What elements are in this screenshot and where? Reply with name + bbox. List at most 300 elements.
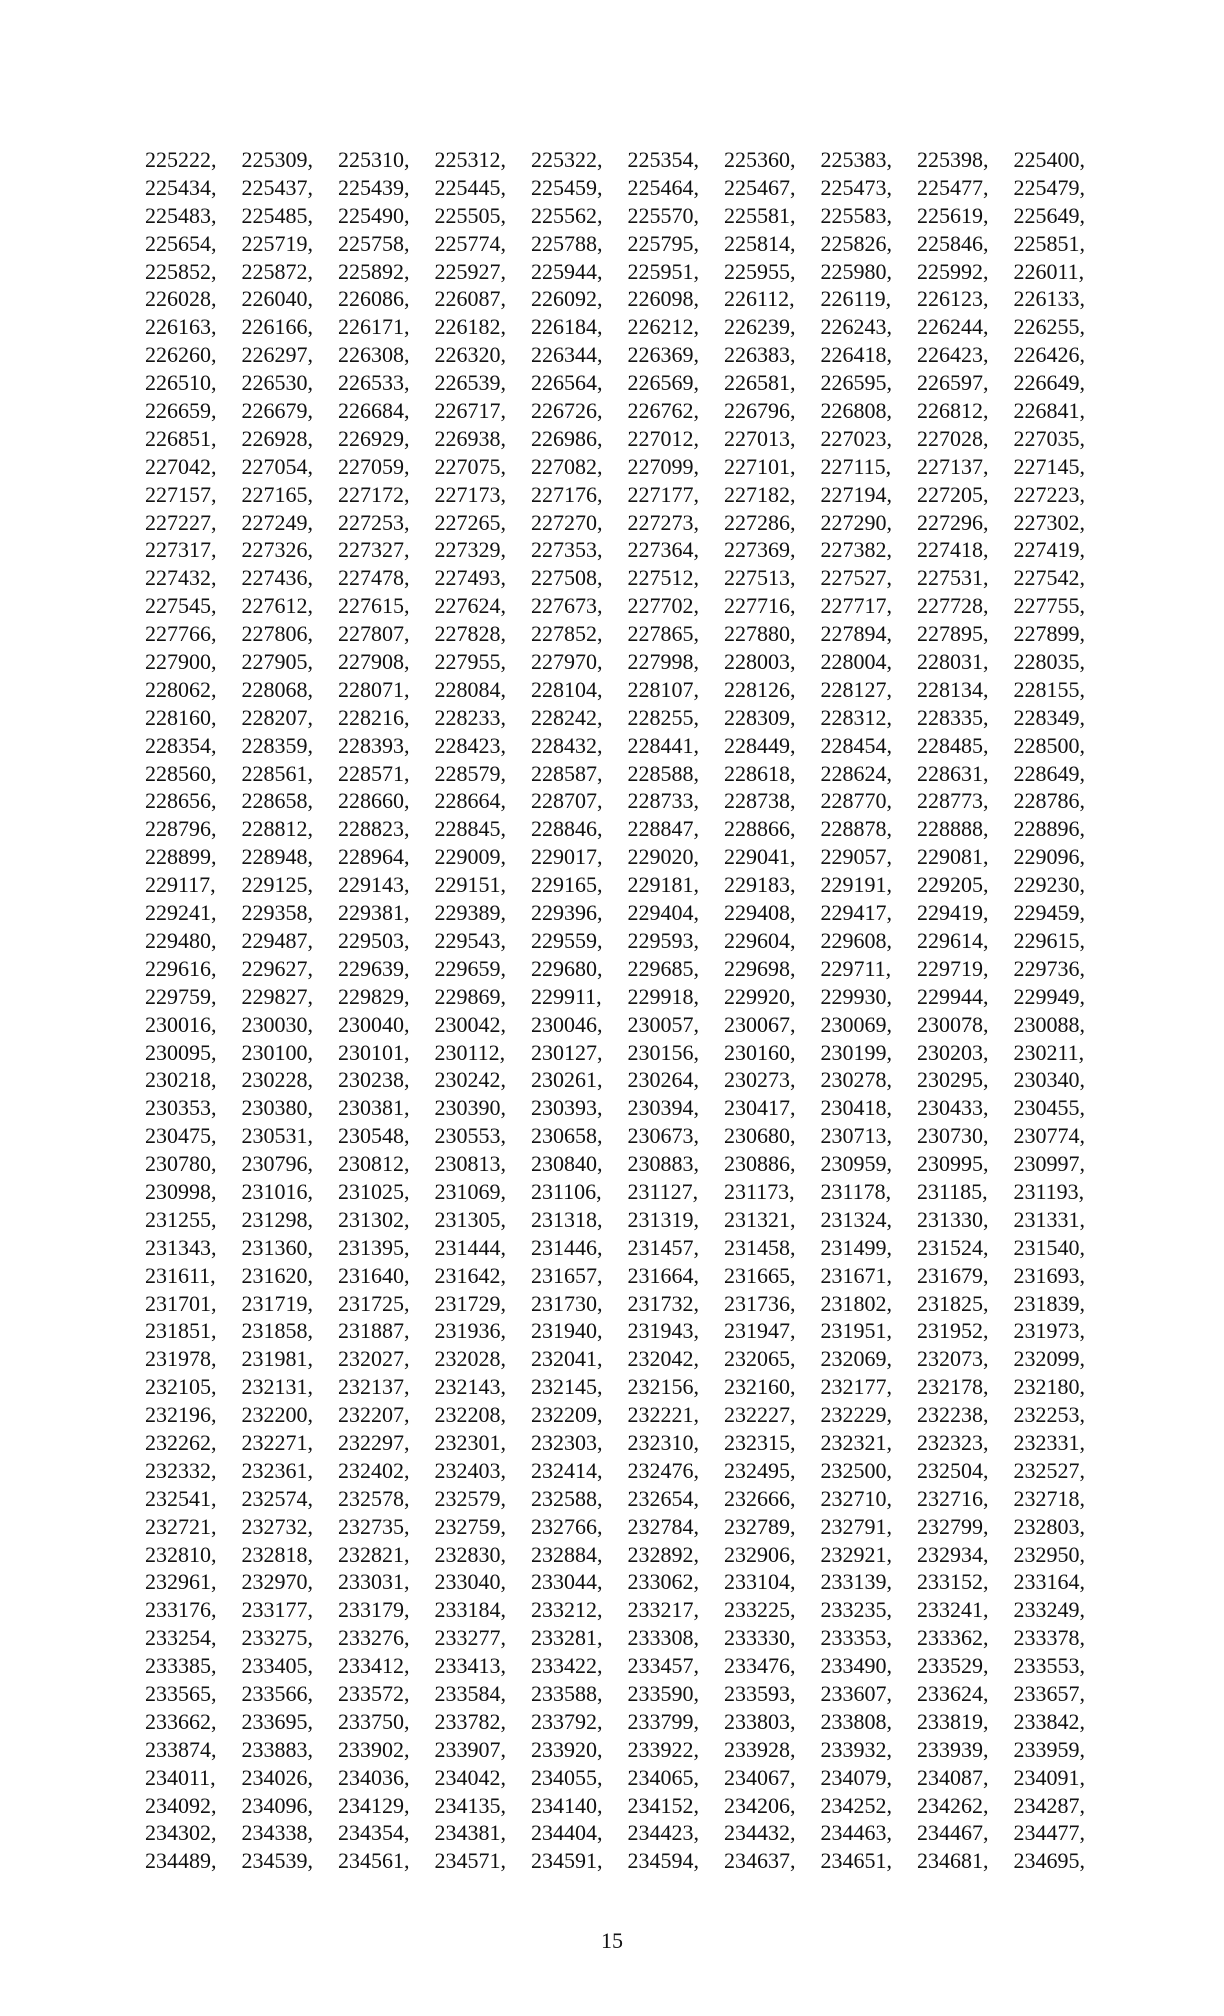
number-entry: 226929, xyxy=(338,425,410,451)
number-entry: 232207, xyxy=(338,1402,410,1428)
number-entry: 230433, xyxy=(917,1095,989,1121)
number-entry: 232710, xyxy=(820,1485,892,1511)
number-entry: 232527, xyxy=(1013,1457,1085,1483)
number-entry: 230203, xyxy=(917,1039,989,1065)
number-entry: 225872, xyxy=(241,258,313,284)
number-entry: 225619, xyxy=(917,202,989,228)
number-entry: 232042, xyxy=(627,1346,699,1372)
number-entry: 232403, xyxy=(434,1457,506,1483)
number-entry: 233179, xyxy=(338,1597,410,1623)
number-entry: 227894, xyxy=(820,621,892,647)
number-entry: 233281, xyxy=(531,1625,603,1651)
number-entry: 230658, xyxy=(531,1123,603,1149)
number-entry: 228587, xyxy=(531,760,603,786)
number-entry: 227302, xyxy=(1013,509,1085,535)
number-entry: 232027, xyxy=(338,1346,410,1372)
number-entry: 232227, xyxy=(724,1402,796,1428)
number-entry: 230455, xyxy=(1013,1095,1085,1121)
number-entry: 227880, xyxy=(724,621,796,647)
number-entry: 231952, xyxy=(917,1318,989,1344)
number-entry: 227955, xyxy=(434,649,506,675)
number-entry: 232297, xyxy=(338,1429,410,1455)
number-entry: 230067, xyxy=(724,1011,796,1037)
number-entry: 228846, xyxy=(531,816,603,842)
number-entry: 226166, xyxy=(241,314,313,340)
number-entry: 227717, xyxy=(820,593,892,619)
number-entry: 228733, xyxy=(627,788,699,814)
number-entry: 226564, xyxy=(531,370,603,396)
number-row xyxy=(145,704,1090,732)
number-entry: 234135, xyxy=(434,1792,506,1818)
number-entry: 229057, xyxy=(820,844,892,870)
number-entry: 232821, xyxy=(338,1541,410,1567)
number-entry: 228738, xyxy=(724,788,796,814)
number-entry: 232884, xyxy=(531,1541,603,1567)
number-entry: 227513, xyxy=(724,565,796,591)
number-row xyxy=(145,536,1090,564)
number-entry: 230774, xyxy=(1013,1123,1085,1149)
number-entry: 228127, xyxy=(820,676,892,702)
number-entry: 229117, xyxy=(145,872,216,898)
number-entry: 226423, xyxy=(917,342,989,368)
number-entry: 230796, xyxy=(241,1151,313,1177)
number-entry: 226796, xyxy=(724,398,796,424)
number-entry: 227900, xyxy=(145,649,217,675)
number-entry: 231887, xyxy=(338,1318,410,1344)
number-entry: 230088, xyxy=(1013,1011,1085,1037)
number-entry: 228003, xyxy=(724,649,796,675)
number-entry: 230548, xyxy=(338,1123,410,1149)
number-row xyxy=(145,1568,1090,1596)
number-entry: 227418, xyxy=(917,537,989,563)
number-entry: 231185, xyxy=(917,1178,988,1204)
number-entry: 226383, xyxy=(724,342,796,368)
number-entry: 233385, xyxy=(145,1653,217,1679)
number-entry: 226812, xyxy=(917,398,989,424)
number-row xyxy=(145,1206,1090,1234)
number-entry: 232578, xyxy=(338,1485,410,1511)
number-entry: 233362, xyxy=(917,1625,989,1651)
number-entry: 233139, xyxy=(820,1569,892,1595)
number-entry: 226938, xyxy=(434,425,506,451)
number-entry: 225955, xyxy=(724,258,796,284)
number-entry: 227329, xyxy=(434,537,506,563)
number-entry: 232310, xyxy=(627,1429,699,1455)
number-row xyxy=(145,1429,1090,1457)
number-entry: 233808, xyxy=(820,1708,892,1734)
number-entry: 233104, xyxy=(724,1569,796,1595)
number-entry: 232789, xyxy=(724,1513,796,1539)
number-entry: 233922, xyxy=(627,1736,699,1762)
number-entry: 225445, xyxy=(434,174,506,200)
number-entry: 233750, xyxy=(338,1708,410,1734)
number-entry: 227012, xyxy=(627,425,699,451)
number-entry: 231839, xyxy=(1013,1290,1085,1316)
number-entry: 232732, xyxy=(241,1513,313,1539)
number-entry: 225774, xyxy=(434,230,506,256)
number-entry: 232735, xyxy=(338,1513,410,1539)
number-entry: 233662, xyxy=(145,1708,217,1734)
number-entry: 234036, xyxy=(338,1764,410,1790)
number-entry: 233225, xyxy=(724,1597,796,1623)
number-entry: 227013, xyxy=(724,425,796,451)
number-entry: 228948, xyxy=(241,844,313,870)
number-entry: 232784, xyxy=(627,1513,699,1539)
number-entry: 226119, xyxy=(820,286,892,312)
number-entry: 227165, xyxy=(241,481,313,507)
number-entry: 227353, xyxy=(531,537,603,563)
number-entry: 228624, xyxy=(820,760,892,786)
number-entry: 232221, xyxy=(627,1402,699,1428)
number-entry: 227145, xyxy=(1013,453,1085,479)
number-entry: 231936, xyxy=(434,1318,506,1344)
number-entry: 227508, xyxy=(531,565,603,591)
number-entry: 231069, xyxy=(434,1178,506,1204)
number-entry: 234381, xyxy=(434,1820,506,1846)
number-entry: 229719, xyxy=(917,955,989,981)
number-entry: 229009, xyxy=(434,844,506,870)
number-entry: 227382, xyxy=(820,537,892,563)
number-entry: 229593, xyxy=(627,927,699,953)
number-entry: 229949, xyxy=(1013,983,1085,1009)
number-entry: 227286, xyxy=(724,509,796,535)
number-entry: 228255, xyxy=(627,704,699,730)
number-entry: 230997, xyxy=(1013,1151,1085,1177)
number-entry: 231319, xyxy=(627,1206,699,1232)
number-row xyxy=(145,1401,1090,1429)
number-row xyxy=(145,1680,1090,1708)
number-entry: 227173, xyxy=(434,481,506,507)
number-row xyxy=(145,1596,1090,1624)
number-entry: 227527, xyxy=(820,565,892,591)
number-entry: 231016, xyxy=(241,1178,313,1204)
number-entry: 229096, xyxy=(1013,844,1085,870)
number-row xyxy=(145,760,1090,788)
number-entry: 231343, xyxy=(145,1234,217,1260)
number-row xyxy=(145,983,1090,1011)
number-entry: 230553, xyxy=(434,1123,506,1149)
number-entry: 225439, xyxy=(338,174,410,200)
number-entry: 232402, xyxy=(338,1457,410,1483)
number-entry: 227432, xyxy=(145,565,217,591)
number-entry: 231193, xyxy=(1013,1178,1085,1204)
number-entry: 228812, xyxy=(241,816,313,842)
number-entry: 233695, xyxy=(241,1708,313,1734)
number-entry: 232892, xyxy=(627,1541,699,1567)
number-entry: 228823, xyxy=(338,816,410,842)
number-row xyxy=(145,843,1090,871)
number-entry: 229487, xyxy=(241,927,313,953)
number-entry: 227023, xyxy=(820,425,892,451)
number-entry: 225400, xyxy=(1013,147,1085,172)
number-row xyxy=(145,787,1090,815)
number-entry: 228773, xyxy=(917,788,989,814)
number-entry: 230780, xyxy=(145,1151,217,1177)
number-row xyxy=(145,732,1090,760)
number-entry: 227970, xyxy=(531,649,603,675)
number-entry: 233782, xyxy=(434,1708,506,1734)
number-entry: 231701, xyxy=(145,1290,217,1316)
number-entry: 233490, xyxy=(820,1653,892,1679)
number-entry: 231298, xyxy=(241,1206,313,1232)
number-entry: 226133, xyxy=(1013,286,1085,312)
number-entry: 229711, xyxy=(820,955,892,981)
number-entry: 225477, xyxy=(917,174,989,200)
number-row xyxy=(145,899,1090,927)
number-entry: 233819, xyxy=(917,1708,989,1734)
number-row xyxy=(145,1819,1090,1847)
number-entry: 225434, xyxy=(145,174,217,200)
number-entry: 228207, xyxy=(241,704,313,730)
number-entry: 229081, xyxy=(917,844,989,870)
number-entry: 226011, xyxy=(1013,258,1085,284)
number-entry: 233044, xyxy=(531,1569,603,1595)
number-entry: 234096, xyxy=(241,1792,313,1818)
number-entry: 229143, xyxy=(338,872,410,898)
number-entry: 227673, xyxy=(531,593,603,619)
number-entry: 232332, xyxy=(145,1457,217,1483)
number-entry: 226369, xyxy=(627,342,699,368)
number-entry: 230998, xyxy=(145,1178,217,1204)
number-entry: 231640, xyxy=(338,1262,410,1288)
number-entry: 225852, xyxy=(145,258,217,284)
number-entry: 228062, xyxy=(145,676,217,702)
number-list xyxy=(145,146,1090,1875)
number-entry: 232961, xyxy=(145,1569,217,1595)
number-entry: 232137, xyxy=(338,1374,410,1400)
number-entry: 229396, xyxy=(531,900,603,926)
number-entry: 227157, xyxy=(145,481,217,507)
number-entry: 228888, xyxy=(917,816,989,842)
number-entry: 229608, xyxy=(820,927,892,953)
number-entry: 233040, xyxy=(434,1569,506,1595)
number-entry: 231302, xyxy=(338,1206,410,1232)
number-entry: 226659, xyxy=(145,398,217,424)
number-entry: 232069, xyxy=(820,1346,892,1372)
number-entry: 231611, xyxy=(145,1262,216,1288)
number-row xyxy=(145,509,1090,537)
number-entry: 229680, xyxy=(531,955,603,981)
number-entry: 227115, xyxy=(820,453,892,479)
number-entry: 226087, xyxy=(434,286,506,312)
number-entry: 231951, xyxy=(820,1318,892,1344)
number-entry: 227852, xyxy=(531,621,603,647)
number-entry: 230813, xyxy=(434,1151,506,1177)
number-entry: 228658, xyxy=(241,788,313,814)
number-entry: 231736, xyxy=(724,1290,796,1316)
number-entry: 233177, xyxy=(241,1597,313,1623)
number-entry: 225892, xyxy=(338,258,410,284)
number-entry: 230995, xyxy=(917,1151,989,1177)
number-entry: 228656, xyxy=(145,788,217,814)
number-entry: 234079, xyxy=(820,1764,892,1790)
number-entry: 231940, xyxy=(531,1318,603,1344)
number-entry: 230295, xyxy=(917,1067,989,1093)
number-entry: 232970, xyxy=(241,1569,313,1595)
number-entry: 231360, xyxy=(241,1234,313,1260)
number-entry: 234354, xyxy=(338,1820,410,1846)
number-entry: 233212, xyxy=(531,1597,603,1623)
number-row xyxy=(145,648,1090,676)
number-row xyxy=(145,1847,1090,1875)
number-entry: 233928, xyxy=(724,1736,796,1762)
number-entry: 225459, xyxy=(531,174,603,200)
number-entry: 227624, xyxy=(434,593,506,619)
number-entry: 228588, xyxy=(627,760,699,786)
number-entry: 229191, xyxy=(820,872,892,898)
number-entry: 230381, xyxy=(338,1095,410,1121)
number-entry: 227290, xyxy=(820,509,892,535)
number-row xyxy=(145,1094,1090,1122)
number-entry: 229020, xyxy=(627,844,699,870)
number-row xyxy=(145,1624,1090,1652)
number-entry: 233413, xyxy=(434,1653,506,1679)
number-entry: 229627, xyxy=(241,955,313,981)
number-entry: 231446, xyxy=(531,1234,603,1260)
number-entry: 228660, xyxy=(338,788,410,814)
number-entry: 226726, xyxy=(531,398,603,424)
number-entry: 234561, xyxy=(338,1848,410,1874)
number-row xyxy=(145,481,1090,509)
number-entry: 233803, xyxy=(724,1708,796,1734)
number-entry: 229041, xyxy=(724,844,796,870)
number-entry: 231318, xyxy=(531,1206,603,1232)
number-entry: 229417, xyxy=(820,900,892,926)
number-entry: 227059, xyxy=(338,453,410,479)
number-entry: 233565, xyxy=(145,1680,217,1706)
number-entry: 229183, xyxy=(724,872,796,898)
number-entry: 231657, xyxy=(531,1262,603,1288)
number-entry: 227172, xyxy=(338,481,410,507)
number-row xyxy=(145,369,1090,397)
number-entry: 231173, xyxy=(724,1178,795,1204)
number-entry: 226244, xyxy=(917,314,989,340)
number-entry: 233422, xyxy=(531,1653,603,1679)
number-entry: 232238, xyxy=(917,1402,989,1428)
number-entry: 230095, xyxy=(145,1039,217,1065)
number-entry: 227612, xyxy=(241,593,313,619)
number-entry: 226717, xyxy=(434,398,506,424)
number-entry: 234042, xyxy=(434,1764,506,1790)
number-entry: 228312, xyxy=(820,704,892,730)
number-entry: 232200, xyxy=(241,1402,313,1428)
number-entry: 232476, xyxy=(627,1457,699,1483)
number-entry: 227807, xyxy=(338,621,410,647)
number-entry: 229614, xyxy=(917,927,989,953)
number-entry: 227099, xyxy=(627,453,699,479)
number-entry: 229404, xyxy=(627,900,699,926)
number-entry: 228571, xyxy=(338,760,410,786)
number-entry: 230261, xyxy=(531,1067,603,1093)
number-entry: 225473, xyxy=(820,174,892,200)
number-entry: 230046, xyxy=(531,1011,603,1037)
number-entry: 228866, xyxy=(724,816,796,842)
number-entry: 227054, xyxy=(241,453,313,479)
number-entry: 232716, xyxy=(917,1485,989,1511)
number-entry: 228449, xyxy=(724,732,796,758)
number-row xyxy=(145,592,1090,620)
number-entry: 234302, xyxy=(145,1820,217,1846)
number-entry: 233176, xyxy=(145,1597,217,1623)
number-entry: 230340, xyxy=(1013,1067,1085,1093)
number-entry: 227249, xyxy=(241,509,313,535)
number-entry: 230673, xyxy=(627,1123,699,1149)
number-entry: 230393, xyxy=(531,1095,603,1121)
number-entry: 231106, xyxy=(531,1178,602,1204)
number-entry: 227227, xyxy=(145,509,217,535)
number-entry: 233572, xyxy=(338,1680,410,1706)
number-entry: 232041, xyxy=(531,1346,603,1372)
number-entry: 226533, xyxy=(338,370,410,396)
number-entry: 227317, xyxy=(145,537,217,563)
number-entry: 230211, xyxy=(1013,1039,1085,1065)
number-entry: 232315, xyxy=(724,1429,796,1455)
number-entry: 232950, xyxy=(1013,1541,1085,1567)
number-entry: 231725, xyxy=(338,1290,410,1316)
number-row xyxy=(145,1373,1090,1401)
number-entry: 234489, xyxy=(145,1848,217,1874)
number-entry: 231802, xyxy=(820,1290,892,1316)
number-entry: 233883, xyxy=(241,1736,313,1762)
number-entry: 225437, xyxy=(241,174,313,200)
number-row xyxy=(145,1541,1090,1569)
number-entry: 230418, xyxy=(820,1095,892,1121)
number-entry: 232160, xyxy=(724,1374,796,1400)
number-entry: 231851, xyxy=(145,1318,217,1344)
number-entry: 232500, xyxy=(820,1457,892,1483)
number-entry: 233932, xyxy=(820,1736,892,1762)
number-entry: 230730, xyxy=(917,1123,989,1149)
number-entry: 230812, xyxy=(338,1151,410,1177)
number-entry: 229419, xyxy=(917,900,989,926)
number-row xyxy=(145,174,1090,202)
number-entry: 233624, xyxy=(917,1680,989,1706)
number-entry: 230394, xyxy=(627,1095,699,1121)
number-entry: 227101, xyxy=(724,453,796,479)
number-entry: 232180, xyxy=(1013,1374,1085,1400)
number-entry: 232073, xyxy=(917,1346,989,1372)
number-entry: 225814, xyxy=(724,230,796,256)
number-entry: 234206, xyxy=(724,1792,796,1818)
number-entry: 230883, xyxy=(627,1151,699,1177)
number-entry: 233799, xyxy=(627,1708,699,1734)
number-entry: 232791, xyxy=(820,1513,892,1539)
number-entry: 231458, xyxy=(724,1234,796,1260)
number-entry: 225826, xyxy=(820,230,892,256)
number-row xyxy=(145,285,1090,313)
number-entry: 225309, xyxy=(241,147,313,172)
number-entry: 233607, xyxy=(820,1680,892,1706)
number-entry: 230057, xyxy=(627,1011,699,1037)
number-entry: 229869, xyxy=(434,983,506,1009)
number-entry: 229920, xyxy=(724,983,796,1009)
number-entry: 230160, xyxy=(724,1039,796,1065)
number-entry: 230069, xyxy=(820,1011,892,1037)
number-entry: 229616, xyxy=(145,955,217,981)
number-entry: 229205, xyxy=(917,872,989,898)
number-entry: 231178, xyxy=(820,1178,892,1204)
number-entry: 234065, xyxy=(627,1764,699,1790)
number-entry: 226098, xyxy=(627,286,699,312)
number-entry: 227615, xyxy=(338,593,410,619)
number-entry: 228035, xyxy=(1013,649,1085,675)
number-entry: 232303, xyxy=(531,1429,603,1455)
page-number: 15 xyxy=(601,1928,623,1953)
number-entry: 230353, xyxy=(145,1095,217,1121)
number-entry: 234252, xyxy=(820,1792,892,1818)
number-entry: 233529, xyxy=(917,1653,989,1679)
number-entry: 226255, xyxy=(1013,314,1085,340)
